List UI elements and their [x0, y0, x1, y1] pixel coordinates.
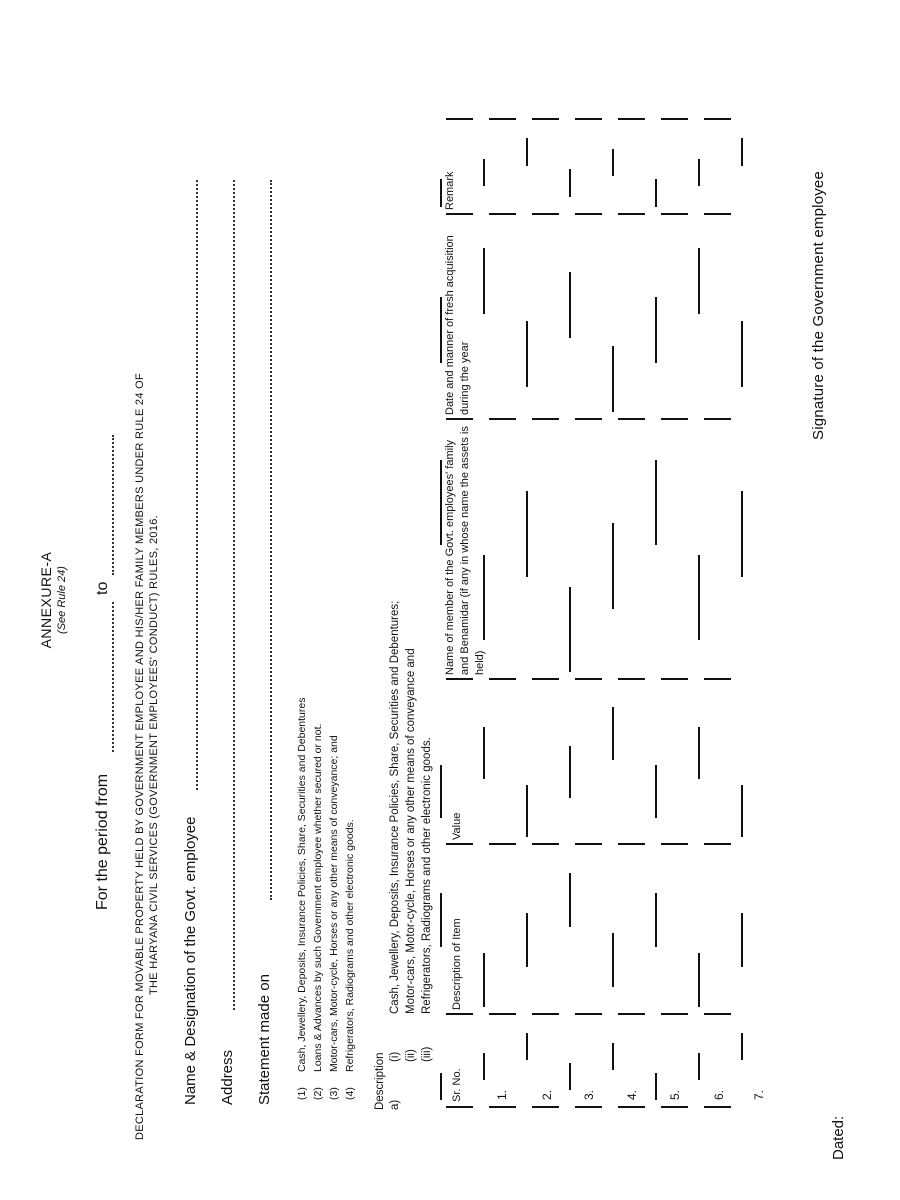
table-column-segment	[618, 678, 645, 680]
period-to-label: to	[94, 581, 111, 595]
table-column-segment	[446, 678, 473, 680]
table-column-segment	[532, 418, 559, 420]
table-column-segment	[661, 678, 688, 680]
table-rule-segment	[698, 727, 700, 779]
table-rule-segment	[741, 1033, 743, 1060]
period-to-field[interactable]	[112, 435, 114, 575]
table-column-segment	[446, 418, 473, 420]
table-rule-segment	[483, 953, 485, 1007]
table-column-segment	[618, 118, 645, 120]
table-header-sr-no: Sr. No.	[451, 1068, 463, 1102]
table-rule-segment	[741, 321, 743, 387]
table-rule-segment	[569, 169, 571, 197]
table-column-segment	[446, 213, 473, 215]
description-list	[387, 601, 435, 1062]
table-column-segment	[618, 213, 645, 215]
table-column-segment	[661, 118, 688, 120]
table-column-segment	[661, 1013, 688, 1015]
table-rule-segment	[612, 346, 614, 412]
table-rule-segment	[440, 297, 442, 363]
table-rule-segment	[569, 1063, 571, 1090]
table-column-segment	[618, 843, 645, 845]
table-rule-segment	[655, 179, 657, 207]
table-column-segment	[575, 1013, 602, 1015]
table-rule-segment	[440, 893, 442, 947]
table-column-segment	[446, 118, 473, 120]
name-designation-field[interactable]	[196, 180, 198, 790]
table-rule-segment	[698, 1053, 700, 1080]
table-header-acquisition: Date and manner of fresh acquisition during the year	[444, 235, 471, 415]
table-rule-segment	[483, 555, 485, 640]
table-column-segment	[532, 1106, 559, 1108]
table-row-6: 6.	[712, 1089, 726, 1100]
table-column-segment	[575, 118, 602, 120]
table-column-segment	[575, 213, 602, 215]
table-rule-segment	[741, 491, 743, 576]
table-rule-segment	[483, 727, 485, 779]
table-rule-segment	[569, 587, 571, 672]
period-from-field[interactable]	[112, 602, 114, 752]
table-column-segment	[489, 118, 516, 120]
table-rule-segment	[698, 555, 700, 640]
name-designation-label: Name & Designation of the Govt. employee	[182, 816, 199, 1105]
description-item: (iii)Refrigerators, Radiograms and other electronic goods.	[421, 737, 433, 1062]
table-row-5: 5.	[668, 1089, 682, 1100]
table-column-segment	[704, 213, 731, 215]
table-row-4: 4.	[625, 1089, 639, 1100]
description-item: (ii)Motor-cars, Motor-cycle, Horses or any other means of conveyance and	[405, 648, 417, 1062]
table-column-segment	[489, 213, 516, 215]
table-column-segment	[618, 1106, 645, 1108]
table-column-segment	[704, 118, 731, 120]
table-rule-segment	[612, 933, 614, 987]
table-column-segment	[575, 1106, 602, 1108]
table-rule-segment	[569, 746, 571, 798]
description-a-label: a)	[389, 1099, 401, 1110]
table-rule-segment	[483, 1053, 485, 1080]
table-header-description: Description of Item	[451, 918, 463, 1010]
table-column-segment	[661, 418, 688, 420]
address-label: Address	[219, 1049, 236, 1105]
table-row-2: 2.	[540, 1089, 554, 1100]
table-column-segment	[575, 843, 602, 845]
declaration-line-2: THE HARYANA CIVIL SERVICES (GOVERNMENT EMPLOYEES' CONDUCT) RULES, 2016.	[148, 514, 160, 995]
form-title: ANNEXURE-A	[38, 551, 54, 649]
table-rule-segment	[440, 1073, 442, 1100]
table-column-segment	[532, 118, 559, 120]
table-rule-segment	[741, 785, 743, 837]
dated-label: Dated:	[830, 1115, 847, 1160]
table-rule-segment	[655, 460, 657, 545]
table-column-segment	[532, 213, 559, 215]
table-column-segment	[704, 678, 731, 680]
note-item: (4)Refrigerators, Radiograms and other electronic goods.	[344, 819, 356, 1100]
table-row-1: 1.	[495, 1089, 509, 1100]
table-rule-segment	[612, 523, 614, 608]
table-rule-segment	[526, 913, 528, 967]
statement-made-on-label: Statement made on	[256, 974, 273, 1105]
table-column-segment	[446, 1013, 473, 1015]
table-rule-segment	[612, 149, 614, 177]
table-column-segment	[489, 1013, 516, 1015]
table-column-segment	[575, 678, 602, 680]
table-rule-segment	[655, 766, 657, 818]
table-column-segment	[489, 843, 516, 845]
note-item: (2)Loans & Advances by such Government employee whether secured or not.	[312, 723, 324, 1100]
table-rule-segment	[655, 297, 657, 363]
table-rule-segment	[698, 159, 700, 187]
declaration-line-1: DECLARATION FORM FOR MOVABLE PROPERTY HELD BY GOVERNMENT EMPLOYEE AND HIS/HER FAMILY MEMBERS UNDER RULE 24 OF	[134, 372, 146, 1140]
table-rule-segment	[526, 138, 528, 166]
table-rule-segment	[612, 1043, 614, 1070]
table-column-segment	[532, 1013, 559, 1015]
table-rule-segment	[440, 460, 442, 545]
table-column-segment	[704, 843, 731, 845]
table-column-segment	[661, 213, 688, 215]
table-column-segment	[446, 843, 473, 845]
table-rule-segment	[526, 1033, 528, 1060]
period-from-label: For the period from	[94, 773, 111, 910]
table-rule-segment	[741, 913, 743, 967]
table-rule-segment	[741, 138, 743, 166]
table-column-segment	[618, 1013, 645, 1015]
table-column-segment	[704, 1013, 731, 1015]
table-column-segment	[704, 1106, 731, 1108]
table-rule-segment	[526, 321, 528, 387]
description-label: Description	[374, 1052, 386, 1110]
table-rule-segment	[569, 272, 571, 338]
table-column-segment	[489, 418, 516, 420]
table-rule-segment	[526, 491, 528, 576]
table-column-segment	[532, 678, 559, 680]
table-column-segment	[489, 678, 516, 680]
table-column-segment	[661, 843, 688, 845]
table-rule-segment	[526, 785, 528, 837]
table-column-segment	[489, 1106, 516, 1108]
table-column-segment	[575, 418, 602, 420]
table-column-segment	[532, 843, 559, 845]
table-rule-segment	[655, 1073, 657, 1100]
signature-label: Signature of the Government employee	[810, 170, 827, 440]
table-row-7: 7.	[752, 1089, 766, 1100]
table-column-segment	[446, 1106, 473, 1108]
table-rule-segment	[655, 893, 657, 947]
address-field[interactable]	[233, 180, 235, 1010]
table-header-value: Value	[451, 812, 463, 840]
table-rule-segment	[483, 248, 485, 314]
table-rule-segment	[698, 248, 700, 314]
table-column-segment	[661, 1106, 688, 1108]
form-subtitle: (See Rule 24)	[56, 566, 68, 634]
table-header-family-member: Name of member of the Govt. employees' family and Benamidar (if any in whose name the assets is held)	[444, 426, 486, 675]
table-row-3: 3.	[582, 1089, 596, 1100]
statement-made-on-field[interactable]	[270, 180, 272, 900]
table-rule-segment	[698, 953, 700, 1007]
table-rule-segment	[569, 873, 571, 927]
description-item: (i)Cash, Jewellery, Deposits, Insurance Policies, Share, Securities and Debentures;	[389, 600, 401, 1062]
table-rule-segment	[612, 707, 614, 759]
table-header-remark: Remark	[444, 171, 456, 210]
table-rule-segment	[440, 179, 442, 207]
table-column-segment	[618, 418, 645, 420]
notes-list	[294, 698, 358, 1101]
note-item: (3)Motor-cars, Motor-cycle, Horses or any other means of conveyance; and	[328, 735, 340, 1100]
table-rule-segment	[483, 159, 485, 187]
table-rule-segment	[440, 766, 442, 818]
note-item: (1)Cash, Jewellery, Deposits, Insurance Policies, Share, Securities and Debentures	[296, 697, 308, 1100]
table-column-segment	[704, 418, 731, 420]
